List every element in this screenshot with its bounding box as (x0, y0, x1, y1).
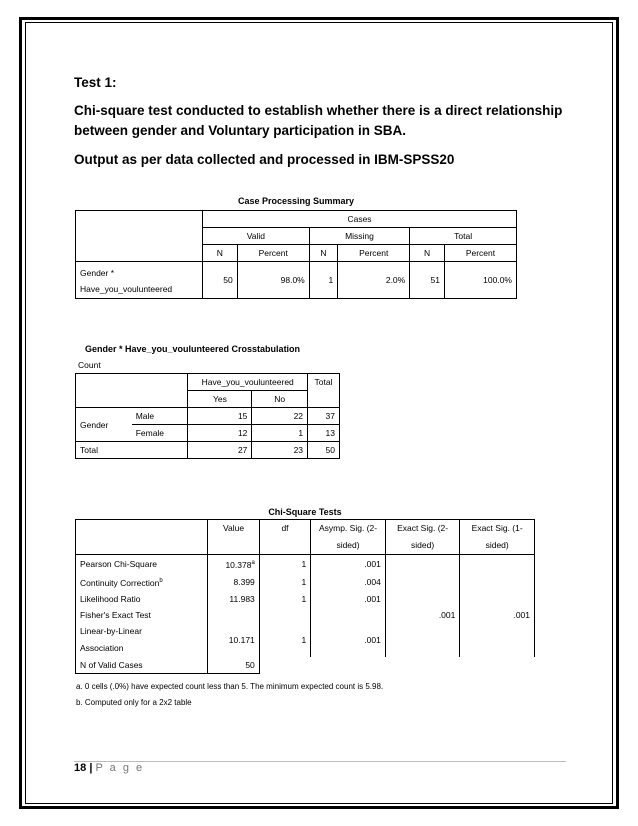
continuity-label (76, 573, 208, 591)
case-value: 50 (203, 262, 238, 299)
case-summary-corner (76, 211, 203, 262)
no-header: No (252, 391, 308, 408)
case-value: 1 (309, 262, 337, 299)
continuity-sup: b (159, 577, 163, 584)
linear-asymp: .001 (311, 623, 386, 657)
page-footer (74, 762, 144, 774)
case-row-label (76, 262, 203, 299)
continuity-df: 1 (259, 573, 310, 591)
percent-header: Percent (338, 245, 410, 262)
valid-header: Valid (203, 228, 310, 245)
percent-header: Percent (444, 245, 516, 262)
crosstab-count-label: Count (78, 360, 101, 370)
exact1-header (460, 520, 535, 555)
chisq-table (75, 519, 535, 674)
male-label: Male (132, 408, 188, 425)
likelihood-exact1 (460, 591, 535, 607)
crosstab-cell: 15 (188, 408, 252, 425)
nvalid-empty (311, 657, 386, 674)
df-header: df (259, 520, 310, 555)
crosstab-corner (76, 374, 188, 408)
exact1-header-2: sided) (485, 540, 509, 550)
page-word: P a g e (95, 762, 145, 774)
n-header: N (410, 245, 445, 262)
linear-value: 10.171 (208, 623, 259, 657)
asymp-header-1: Asymp. Sig. (2- (318, 523, 378, 533)
crosstab-cell: 1 (252, 425, 308, 442)
fisher-asymp (311, 607, 386, 623)
nvalid-empty (259, 657, 310, 674)
n-header: N (203, 245, 238, 262)
female-label: Female (132, 425, 188, 442)
linear-exact1 (460, 623, 535, 657)
exact1-header-1: Exact Sig. (1- (471, 523, 523, 533)
case-row-label-1: Gender * (80, 268, 115, 278)
continuity-label-text: Continuity Correction (80, 577, 160, 588)
likelihood-df: 1 (259, 591, 310, 607)
crosstab-cell: 37 (308, 408, 340, 425)
case-summary-title: Case Processing Summary (237, 196, 355, 206)
crosstab-table (75, 373, 340, 459)
crosstab-cell: 23 (252, 442, 308, 459)
crosstab-title: Gender * Have_you_voulunteered Crosstabulation (85, 344, 301, 354)
pearson-label: Pearson Chi-Square (76, 555, 208, 573)
case-value: 98.0% (237, 262, 309, 299)
crosstab-cell: 13 (308, 425, 340, 442)
linear-exact2 (385, 623, 460, 657)
linear-label (76, 623, 208, 657)
exact2-header (385, 520, 460, 555)
nvalid-empty (385, 657, 460, 674)
crosstab-col-group: Have_you_voulunteered (188, 374, 308, 391)
missing-header: Missing (309, 228, 409, 245)
linear-label-2: Association (80, 642, 124, 653)
gender-label: Gender (76, 408, 132, 442)
n-header: N (309, 245, 337, 262)
fisher-exact2: .001 (385, 607, 460, 623)
linear-df: 1 (259, 623, 310, 657)
case-value: 51 (410, 262, 445, 299)
likelihood-label: Likelihood Ratio (76, 591, 208, 607)
nvalid-empty (460, 657, 535, 674)
value-header: Value (208, 520, 259, 555)
crosstab-cell: 12 (188, 425, 252, 442)
pearson-value-num: 10.378 (225, 559, 252, 570)
fisher-value (208, 607, 259, 623)
case-value: 100.0% (444, 262, 516, 299)
pearson-df: 1 (259, 555, 310, 573)
cases-header: Cases (203, 211, 517, 228)
likelihood-exact2 (385, 591, 460, 607)
case-summary-table (75, 210, 517, 299)
pearson-value (208, 555, 259, 573)
pearson-sup: a (251, 560, 255, 566)
likelihood-asymp: .001 (311, 591, 386, 607)
case-value: 2.0% (338, 262, 410, 299)
pearson-exact1 (460, 555, 535, 573)
page-number: 18 (74, 762, 87, 774)
percent-header: Percent (237, 245, 309, 262)
continuity-exact1 (460, 573, 535, 591)
fisher-exact1: .001 (460, 607, 535, 623)
chisq-corner (76, 520, 208, 555)
pearson-exact2 (385, 555, 460, 573)
footnote-a: a. 0 cells (.0%) have expected count less than 5. The minimum expected count is 5.98. (76, 682, 384, 691)
footer-rule (74, 761, 566, 762)
likelihood-value: 11.983 (208, 591, 259, 607)
page-separator: | (89, 762, 93, 774)
linear-label-1: Linear-by-Linear (80, 625, 142, 636)
total-header: Total (410, 228, 517, 245)
continuity-exact2 (385, 573, 460, 591)
description-line-1: Chi-square test conducted to establish whether there is a direct relationship (74, 103, 563, 118)
fisher-df (259, 607, 310, 623)
crosstab-cell: 22 (252, 408, 308, 425)
footnote-b: b. Computed only for a 2x2 table (76, 698, 192, 707)
yes-header: Yes (188, 391, 252, 408)
pearson-asymp: .001 (311, 555, 386, 573)
description-line-2: between gender and Voluntary participation in SBA. (74, 123, 407, 138)
test-heading: Test 1: (74, 75, 117, 90)
chisq-title: Chi-Square Tests (268, 507, 342, 517)
asymp-header-2: sided) (336, 540, 360, 550)
description-line-3: Output as per data collected and processed in IBM-SPSS20 (74, 152, 455, 167)
exact2-header-2: sided) (411, 540, 435, 550)
crosstab-total-row-label: Total (76, 442, 188, 459)
nvalid-label: N of Valid Cases (76, 657, 208, 674)
fisher-label: Fisher's Exact Test (76, 607, 208, 623)
continuity-asymp: .004 (311, 573, 386, 591)
crosstab-total-header: Total (308, 374, 340, 408)
case-row-label-2: Have_you_voulunteered (80, 284, 173, 294)
asymp-header (311, 520, 386, 555)
crosstab-cell: 50 (308, 442, 340, 459)
continuity-value: 8.399 (208, 573, 259, 591)
nvalid-value: 50 (208, 657, 259, 674)
exact2-header-1: Exact Sig. (2- (397, 523, 449, 533)
crosstab-cell: 27 (188, 442, 252, 459)
